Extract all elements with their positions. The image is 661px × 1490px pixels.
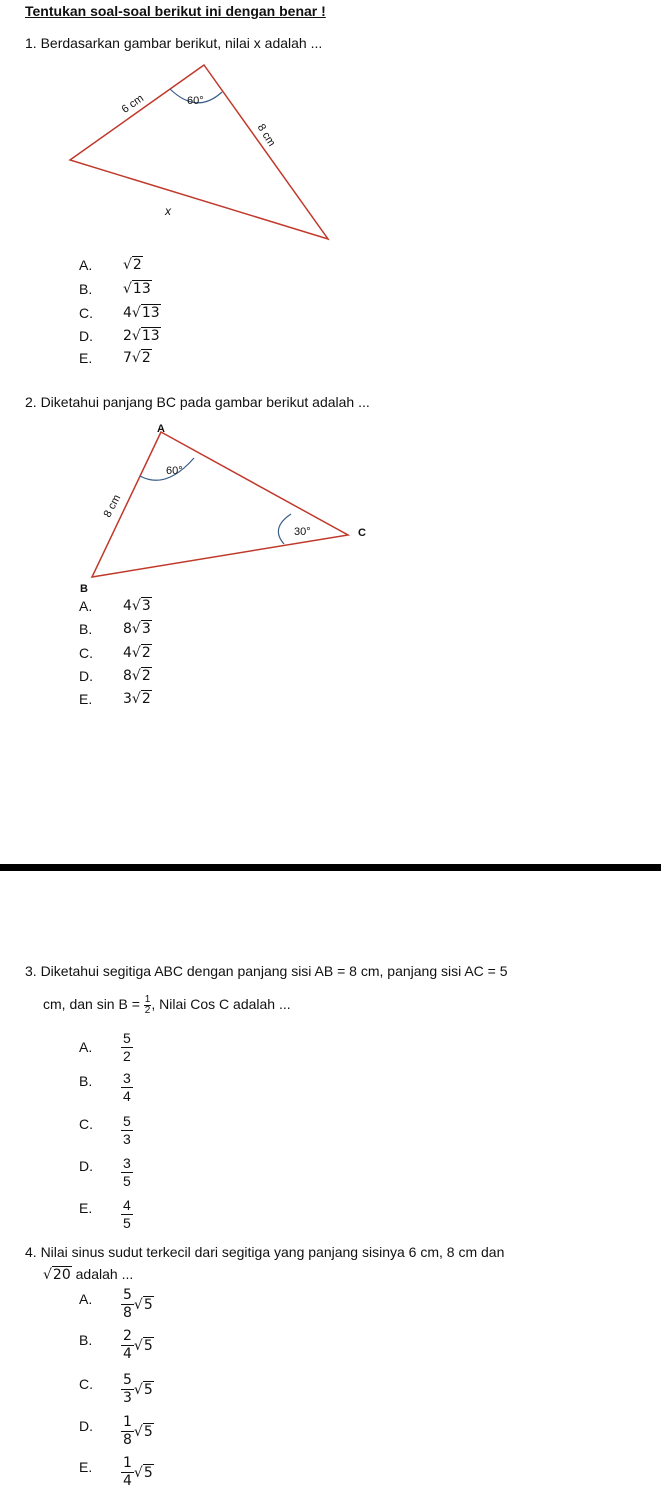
option-value: $\frac{5}{3}$	[123, 1113, 131, 1147]
page-divider	[0, 864, 661, 871]
q2-option-a[interactable]	[79, 598, 151, 616]
option-value: 3√2	[123, 691, 151, 707]
q1-label-angle: 60°	[187, 95, 204, 107]
question-3-line-2: cm, dan sin B = $\frac{1}{2}$ , Nilai Cos C adalah ...	[43, 994, 291, 1016]
q1-label-8cm: 8 cm	[254, 122, 278, 149]
option-letter: D.	[79, 328, 93, 344]
q2-label-8cm: 8 cm	[101, 492, 124, 520]
q1-option-e[interactable]	[79, 350, 151, 368]
option-letter: D.	[79, 668, 93, 684]
option-letter: E.	[79, 1200, 93, 1216]
q2-label-b: B	[80, 583, 88, 595]
q2-option-d[interactable]	[79, 668, 151, 686]
option-letter: C.	[79, 1376, 93, 1392]
q1-option-c[interactable]	[79, 305, 160, 323]
option-letter: C.	[79, 1116, 93, 1132]
question-1-text: 1. Berdasarkan gambar berikut, nilai x adalah ...	[25, 35, 323, 51]
option-letter: C.	[79, 645, 93, 661]
option-value: 7√2	[123, 350, 151, 366]
sqrt-20: √20	[43, 1267, 71, 1283]
option-letter: A.	[79, 1291, 93, 1307]
option-letter: B.	[79, 281, 93, 297]
question-4-line-2: √20 adalah ...	[43, 1266, 134, 1283]
option-value: √13	[123, 281, 151, 297]
q2-angle-c-arc	[278, 514, 291, 544]
option-letter: A.	[79, 598, 93, 614]
option-letter: E.	[79, 350, 93, 366]
option-value: 8√3	[123, 621, 151, 637]
option-value: $\frac{2}{4}$ √5	[123, 1328, 153, 1362]
option-value: 4√2	[123, 645, 151, 661]
q1-triangle	[70, 65, 328, 239]
option-letter: E.	[79, 691, 93, 707]
option-value: 2√13	[123, 328, 160, 344]
q1-option-a[interactable]	[79, 257, 142, 275]
q2-label-a: A	[157, 423, 165, 435]
question-4-line-1: 4. Nilai sinus sudut terkecil dari segitiga yang panjang sisinya 6 cm, 8 cm dan	[25, 1244, 505, 1260]
option-value: 8√2	[123, 668, 151, 684]
question-2-text: 2. Diketahui panjang BC pada gambar berikut adalah ...	[25, 394, 370, 410]
option-value: $\frac{3}{5}$	[123, 1155, 131, 1189]
option-letter: A.	[79, 1039, 93, 1055]
option-letter: B.	[79, 621, 93, 637]
option-letter: C.	[79, 305, 93, 321]
option-value: 4√3	[123, 598, 151, 614]
q2-triangle	[92, 432, 348, 577]
q1-option-d[interactable]	[79, 328, 160, 346]
question-1-triangle-figure	[0, 0, 661, 250]
option-value: $\frac{5}{3}$ √5	[123, 1372, 153, 1406]
option-value: √2	[123, 257, 142, 273]
option-value: $\frac{1}{8}$ √5	[123, 1414, 153, 1448]
q1-label-6cm: 6 cm	[119, 92, 147, 116]
q2-label-c: C	[358, 527, 366, 539]
option-value: $\frac{5}{8}$ √5	[123, 1287, 153, 1321]
option-letter: A.	[79, 257, 93, 273]
option-value: $\frac{1}{4}$ √5	[123, 1455, 153, 1489]
q2-option-b[interactable]	[79, 621, 151, 639]
option-letter: B.	[79, 1073, 93, 1089]
option-letter: D.	[79, 1158, 93, 1174]
option-letter: E.	[79, 1459, 93, 1475]
sin-b-fraction: $\frac{1}{2}$	[144, 994, 151, 1016]
option-value: $\frac{4}{5}$	[123, 1197, 131, 1231]
page-title: Tentukan soal-soal berikut ini dengan benar !	[25, 3, 326, 19]
q2-option-c[interactable]	[79, 645, 151, 663]
option-letter: D.	[79, 1418, 93, 1434]
option-value: 4√13	[123, 305, 160, 321]
question-2-triangle-figure	[0, 410, 661, 600]
q2-label-angle-c: 30°	[294, 526, 311, 538]
option-value: $\frac{5}{2}$	[123, 1030, 131, 1064]
q1-label-x: x	[165, 204, 171, 218]
q2-option-e[interactable]	[79, 691, 151, 709]
option-value: $\frac{3}{4}$	[123, 1070, 131, 1104]
q2-label-angle-a: 60°	[166, 465, 183, 477]
q1-option-b[interactable]	[79, 281, 151, 299]
question-3-line-1: 3. Diketahui segitiga ABC dengan panjang sisi AB = 8 cm, panjang sisi AC = 5	[25, 963, 508, 979]
option-letter: B.	[79, 1332, 93, 1348]
